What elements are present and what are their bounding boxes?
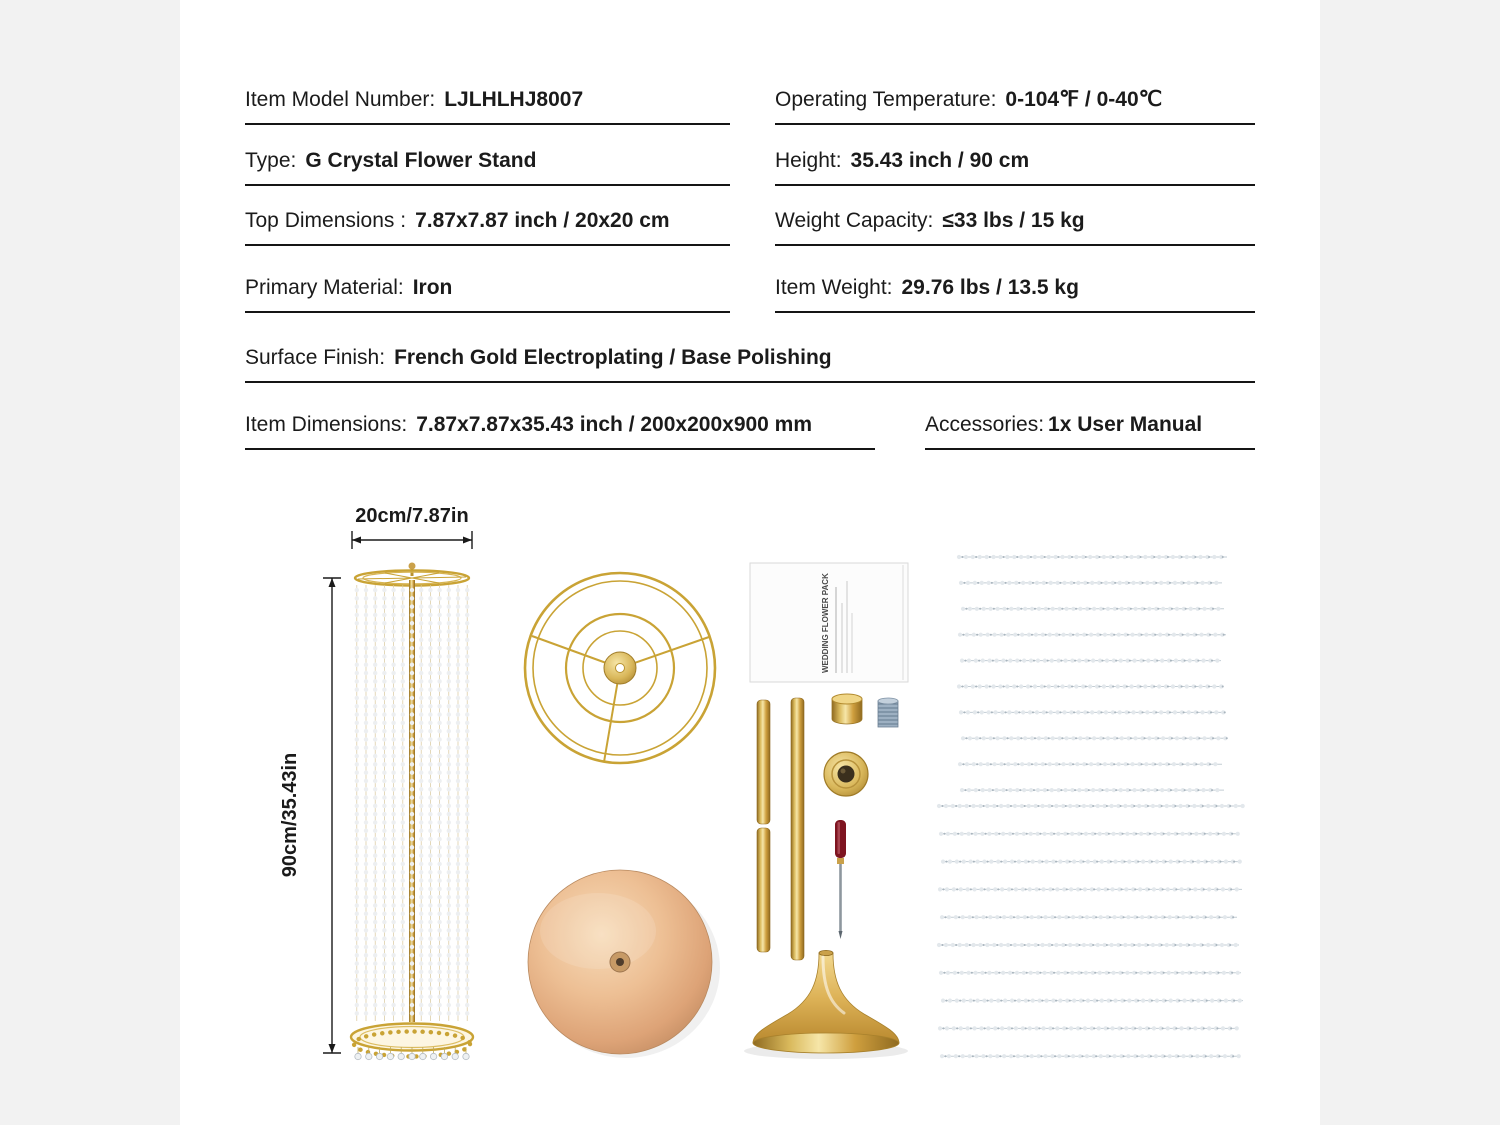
crystal-chains-bottom (939, 806, 1243, 1056)
spec-row-surface-finish (245, 336, 1255, 383)
spec-row-item-dimensions (245, 403, 875, 450)
spec-row-accessories (925, 403, 1255, 450)
user-manual (750, 563, 908, 682)
threaded-insert-part (878, 698, 898, 727)
spec-row-type (245, 139, 730, 186)
spec-label-weight-capacity: Weight Capacity: (775, 209, 934, 232)
manual-title: WEDDING FLOWER PACK (821, 573, 830, 673)
spec-row-item-model-number (245, 78, 730, 125)
width-dimension-label: 20cm/7.87in (355, 505, 469, 527)
trumpet-base-side-view (744, 950, 908, 1059)
spec-value-primary-material: Iron (412, 276, 453, 299)
spec-value-weight-capacity: ≤33 lbs / 15 kg (942, 209, 1085, 232)
width-dimension-arrow (352, 531, 472, 549)
spec-value-type: G Crystal Flower Stand (305, 149, 537, 172)
base-top-view (528, 870, 720, 1058)
top-ring-top-view (525, 573, 715, 763)
spec-row-operating-temperature (775, 78, 1255, 125)
spec-row-height (775, 139, 1255, 186)
spec-value-accessories: 1x User Manual (1048, 413, 1203, 436)
spec-label-top-dimensions: Top Dimensions : (245, 209, 407, 232)
spec-row-top-dimensions (245, 199, 730, 246)
spec-row-item-weight (775, 266, 1255, 313)
content-panel (180, 0, 1320, 1125)
spec-value-height: 35.43 inch / 90 cm (850, 149, 1030, 172)
cap-part (832, 694, 862, 724)
spec-value-surface-finish: French Gold Electroplating / Base Polishing (394, 346, 832, 369)
spec-value-item-weight: 29.76 lbs / 13.5 kg (901, 276, 1079, 299)
spec-label-item-weight: Item Weight: (775, 276, 893, 299)
screwdriver-part (835, 820, 846, 939)
spec-label-item-model-number: Item Model Number: (245, 88, 436, 111)
support-pole-parts (757, 698, 804, 960)
crystal-chains-top (959, 557, 1227, 790)
spec-label-height: Height: (775, 149, 842, 172)
crystal-bead-strands (357, 585, 467, 1021)
product-figure (180, 495, 1320, 1095)
spec-label-operating-temperature: Operating Temperature: (775, 88, 997, 111)
spec-row-primary-material (245, 266, 730, 313)
spec-label-primary-material: Primary Material: (245, 276, 404, 299)
spec-value-top-dimensions: 7.87x7.87 inch / 20x20 cm (415, 209, 670, 232)
spec-value-item-dimensions: 7.87x7.87x35.43 inch / 200x200x900 mm (416, 413, 813, 436)
spec-value-operating-temperature: 0-104℉ / 0-40℃ (1005, 88, 1163, 111)
spec-label-item-dimensions: Item Dimensions: (245, 413, 408, 436)
assembled-stand-image (351, 563, 473, 1060)
height-dimension-arrow (323, 578, 341, 1053)
crystal-drops (355, 1047, 469, 1060)
height-dimension-label: 90cm/35.43in (279, 752, 301, 878)
collar-nut-part (824, 752, 868, 796)
spec-row-weight-capacity (775, 199, 1255, 246)
spec-value-item-model-number: LJLHLHJ8007 (444, 88, 584, 111)
spec-label-type: Type: (245, 149, 297, 172)
spec-label-accessories: Accessories: (925, 413, 1045, 436)
spec-label-surface-finish: Surface Finish: (245, 346, 386, 369)
